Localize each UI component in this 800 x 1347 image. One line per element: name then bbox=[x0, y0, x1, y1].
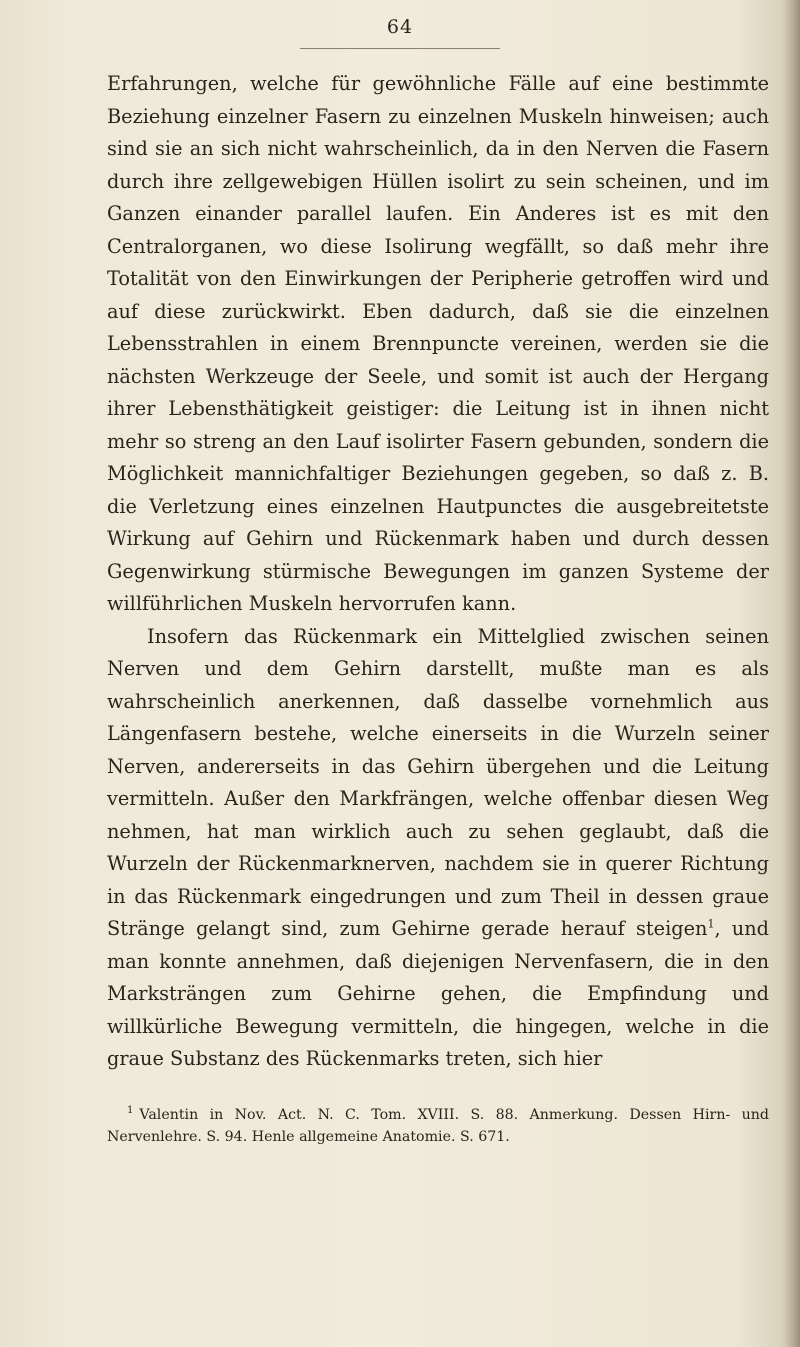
paragraph-1: Erfahrungen, welche für gewöhnliche Fälle auf eine bestimmte Beziehung einzelner Fasern zu einzelnen Muskeln hinweisen; auch sind sie an sich nicht wahrscheinlich, da in den Nerven die Fasern durch ihre zellgewebigen Hüllen isolirt zu sein scheinen, und im Ganzen einander parallel laufen. Ein Anderes ist es mit den Centralorganen, wo diese Isolirung wegfällt, so daß mehr ihre Totalität von den Einwirkungen der Peripherie getroffen wird und auf diese zurückwirkt. Eben dadurch, daß sie die einzelnen Lebensstrahlen in einem Brennpuncte vereinen, werden sie die nächsten Werkzeuge der Seele, und somit ist auch der Hergang ihrer Lebensthätigkeit geistiger: die Leitung ist in ihnen nicht mehr so streng an den Lauf isolirter Fasern gebunden, sondern die Möglichkeit mannichfaltiger Beziehungen gegeben, so daß z. B. die Verletzung eines einzelnen Hautpunctes die ausgebreitetste Wirkung auf Gehirn und Rückenmark haben und durch dessen Gegenwirkung stürmische Bewegungen im ganzen Systeme der willführlichen Muskeln hervorrufen kann. bbox=[107, 72, 769, 615]
page-edge-shadow bbox=[782, 0, 800, 1347]
paragraph-2-text-b: , und man konnte annehmen, daß diejenigen Nervenfasern, die in den Marksträngen zum Gehirne gehen, die Empfindung und willkürliche Bewegung vermitteln, die hingegen, welche in die graue Substanz des Rückenmarks treten, sich hier bbox=[107, 917, 769, 1070]
footnote-marker: 1 bbox=[127, 1105, 134, 1117]
paragraph-2-text-a: Insofern das Rückenmark ein Mittelglied zwischen seinen Nerven und dem Gehirn darstellt, mußte man es als wahrscheinlich anerkennen, daß dasselbe vornehmlich aus Längenfasern bestehe, welche einerseits in die Wurzeln seiner Nerven, andererseits in das Gehirn übergehen und die Leitung vermitteln. Außer den Markfrängen, welche offenbar diesen Weg nehmen, hat man wirklich auch zu sehen geglaubt, daß die Wurzeln der Rückenmarknerven, nachdem sie in querer Richtung in das Rückenmark eingedrungen und zum Theil in dessen graue Stränge gelangt sind, zum Gehirne gerade herauf steigen bbox=[107, 624, 769, 940]
main-text bbox=[107, 68, 769, 1076]
header-rule bbox=[300, 48, 500, 49]
footnote bbox=[107, 1104, 769, 1148]
footnote-text: Valentin in Nov. Act. N. C. Tom. XVIII. S. 88. Anmerkung. Dessen Hirn- und Nervenlehre. S. 94. Henle allgemeine Anatomie. S. 671. bbox=[107, 1107, 769, 1145]
paragraph-2 bbox=[107, 621, 769, 1076]
page-number: 64 bbox=[386, 16, 414, 38]
footnote-reference[interactable]: 1 bbox=[707, 917, 715, 931]
